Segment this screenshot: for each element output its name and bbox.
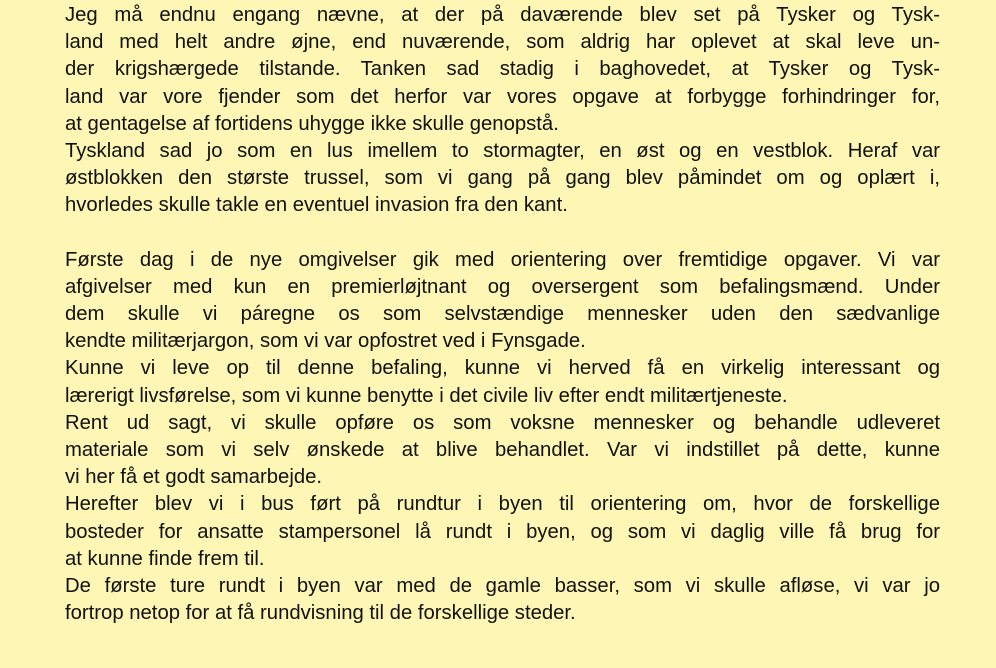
paragraph-spacer [65, 220, 940, 247]
text-line: De første ture rundt i byen var med de gamle basser, som vi skulle afløse, vi var jo [65, 574, 940, 597]
text-line: kendte militærjargon, som vi var opfostret ved i Fynsgade. [65, 330, 586, 353]
paragraph-p2 [65, 138, 940, 220]
paragraph-p3 [65, 247, 940, 356]
paragraph-p5 [65, 410, 940, 492]
text-line: hvorledes skulle takle en eventuel invasion fra den kant. [65, 194, 568, 217]
text-line: Første dag i de nye omgivelser gik med orientering over fremtidige opgaver. Vi var [65, 248, 940, 271]
text-line: bosteder for ansatte stampersonel lå rundt i byen, og som vi daglig ville få brug for [65, 520, 940, 543]
text-line: dem skulle vi páregne os som selvstændige mennesker uden den sædvanlige [65, 303, 940, 326]
paragraph-p4 [65, 355, 940, 409]
text-line: materiale som vi selv ønskede at blive behandlet. Var vi indstillet på dette, kunne [65, 439, 940, 461]
text-line: vi her få et godt samarbejde. [65, 466, 323, 489]
paragraph-p1 [65, 2, 940, 138]
paragraph-p6 [65, 491, 940, 573]
text-line: Rent ud sagt, vi skulle opføre os som voksne mennesker og behandle udleveret [65, 411, 940, 434]
text-line: Tyskland sad jo som en lus imellem to stormagter, en øst og en vestblok. Heraf var [65, 139, 940, 162]
text-line: land var vore fjender som det herfor var vores opgave at forbygge forhindringer for, [65, 85, 940, 108]
text-line: Herefter blev vi i bus ført på rundtur i byen til orientering om, hvor de forskellige [65, 493, 940, 516]
text-line: der krigshærgede tilstande. Tanken sad stadig i baghovedet, at Tysker og Tysk- [65, 58, 940, 81]
text-line: fortrop netop for at få rundvisning til de forskellige steder. [65, 602, 576, 625]
text-line: Jeg må endnu engang nævne, at der på daværende blev set på Tysker og Tysk- [65, 4, 940, 26]
text-line: Kunne vi leve op til denne befaling, kunne vi herved få en virkelig interessant og [65, 357, 940, 380]
text-line: at gentagelse af fortidens uhygge ikke skulle genopstå. [65, 112, 559, 135]
text-line: land med helt andre øjne, end nuværende, som aldrig har oplevet at skal leve un- [65, 31, 940, 54]
paragraph-p7 [65, 573, 940, 627]
text-line: at kunne finde frem til. [65, 547, 265, 570]
text-line: lærerigt livsførelse, som vi kunne benytte i det civile liv efter endt militærtjeneste. [65, 384, 788, 407]
text-line: østblokken den største trussel, som vi gang på gang blev påmindet om og oplært i, [65, 167, 940, 190]
text-line: afgivelser med kun en premierløjtnant og oversergent som befalingsmænd. Under [65, 275, 940, 298]
